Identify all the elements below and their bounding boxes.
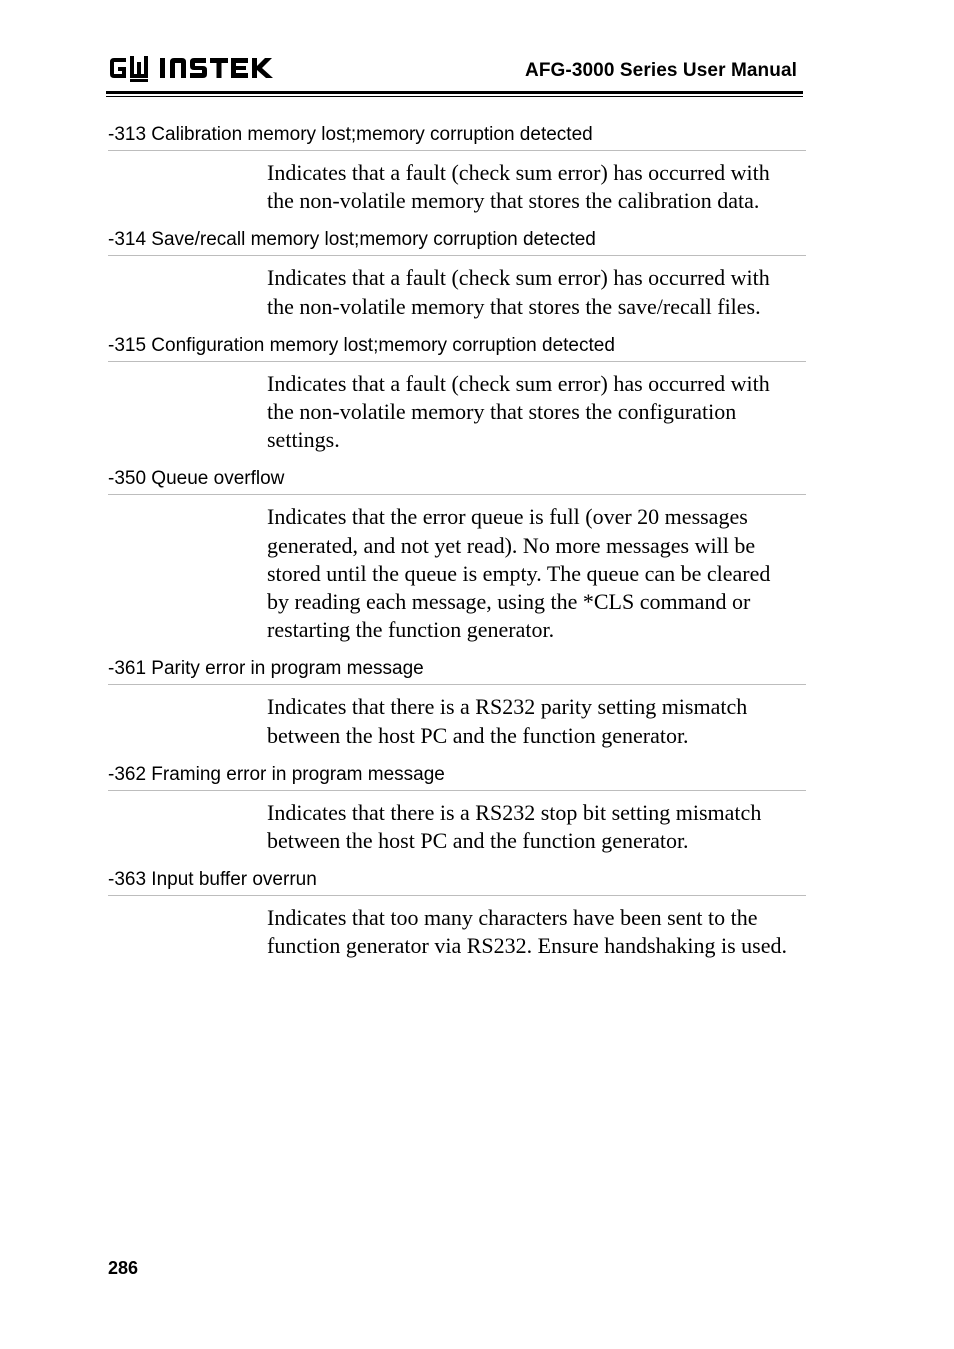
error-description: Indicates that too many characters have been sent to the function generator via RS232. Ensure handshaking is used. bbox=[267, 905, 787, 959]
error-description: Indicates that a fault (check sum error) has occurred with the non-volatile memory that stores the calibration data. bbox=[267, 160, 770, 214]
error-entry-362 bbox=[108, 761, 806, 855]
error-heading: -314 Save/recall memory lost;memory corruption detected bbox=[108, 226, 806, 256]
gw-instek-logo bbox=[108, 52, 280, 84]
error-description: Indicates that there is a RS232 parity setting mismatch between the host PC and the function generator. bbox=[267, 694, 748, 748]
error-entry-361 bbox=[108, 655, 806, 749]
error-heading: -315 Configuration memory lost;memory corruption detected bbox=[108, 332, 806, 362]
error-entry-313 bbox=[108, 121, 806, 215]
error-entry-314 bbox=[108, 226, 806, 320]
error-description: Indicates that a fault (check sum error) has occurred with the non-volatile memory that stores the save/recall files. bbox=[267, 265, 770, 319]
error-entries bbox=[108, 121, 806, 972]
error-entry-350 bbox=[108, 465, 806, 644]
error-heading: -363 Input buffer overrun bbox=[108, 866, 806, 896]
error-description: Indicates that the error queue is full (over 20 messages generated, and not yet read). No more messages will be stored until the queue is empty. The queue can be cleared by reading each message, using the *CLS command or restarting the function generator. bbox=[267, 504, 771, 643]
error-heading: -362 Framing error in program message bbox=[108, 761, 806, 791]
error-heading: -313 Calibration memory lost;memory corruption detected bbox=[108, 121, 806, 151]
error-entry-315 bbox=[108, 332, 806, 455]
page-number: 286 bbox=[108, 1258, 139, 1278]
error-description: Indicates that there is a RS232 stop bit setting mismatch between the host PC and the function generator. bbox=[267, 799, 762, 854]
error-entry-363 bbox=[108, 866, 806, 960]
error-heading: -361 Parity error in program message bbox=[108, 655, 806, 685]
document-title: AFG-3000 Series User Manual bbox=[525, 60, 797, 81]
error-heading: -350 Queue overflow bbox=[108, 465, 806, 495]
error-description: Indicates that a fault (check sum error) has occurred with the non-volatile memory that stores the configuration settings. bbox=[267, 370, 770, 453]
header-rule-thick bbox=[106, 91, 803, 94]
header-rule-thin bbox=[106, 96, 803, 97]
